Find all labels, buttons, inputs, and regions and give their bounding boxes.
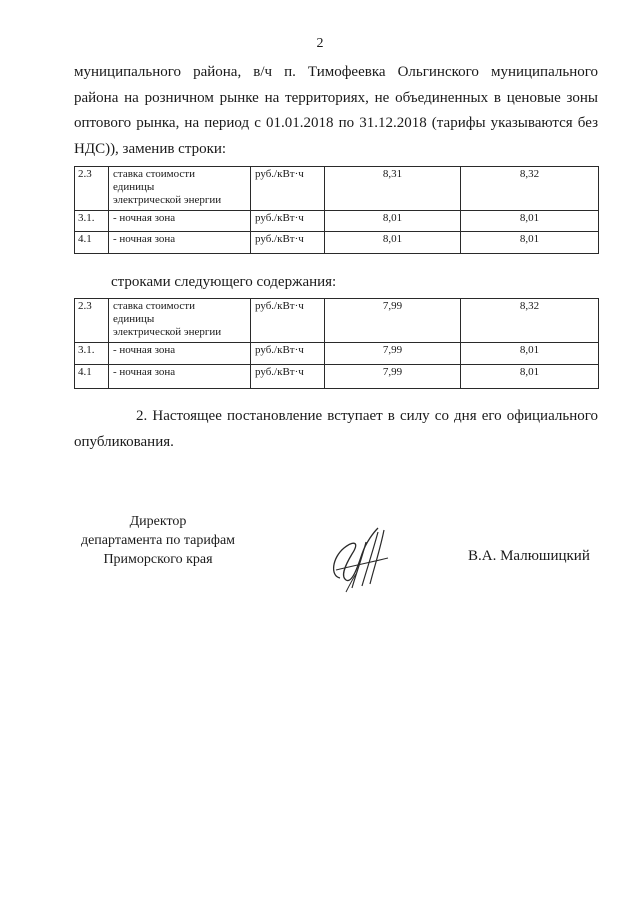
row-name-line: электрической энергии (113, 194, 222, 206)
old-tariff-table (74, 166, 599, 254)
row-value-1: 7,99 (325, 365, 461, 389)
row-unit: руб./кВт·ч (251, 167, 325, 211)
row-value-1: 7,99 (325, 299, 461, 343)
intro-line: муниципального района, в/ч п. Тимофеевка Ольгинского муниципального (74, 64, 598, 80)
row-name (109, 232, 251, 254)
effect-line: опубликования. (74, 434, 174, 450)
table-row (75, 232, 599, 254)
signer-name: В.А. Малюшицкий (468, 548, 590, 564)
signer-title-line: Директор (129, 514, 187, 529)
table-row (75, 343, 599, 365)
row-unit: руб./кВт·ч (251, 232, 325, 254)
row-name-line: - ночная зона (113, 212, 176, 224)
signer-title (58, 512, 258, 569)
intro-line: НДС)), заменив строки: (74, 140, 227, 157)
row-name-line: - ночная зона (113, 233, 176, 245)
row-value-2: 8,01 (461, 211, 599, 232)
row-name (109, 365, 251, 389)
row-name-line: ставка стоимости (113, 168, 195, 180)
row-code: 3.1. (75, 211, 109, 232)
row-name (109, 211, 251, 232)
row-code: 2.3 (75, 299, 109, 343)
row-name-line: единицы (113, 313, 155, 325)
row-name-line: единицы (113, 181, 155, 193)
new-tariff-table (74, 298, 599, 389)
row-name (109, 167, 251, 211)
intro-paragraph (74, 60, 598, 162)
row-value-2: 8,01 (461, 343, 599, 365)
table-row (75, 167, 599, 211)
row-name-line: электрической энергии (113, 326, 222, 338)
effective-date-paragraph (74, 403, 598, 455)
row-value-1: 8,31 (325, 167, 461, 211)
row-code: 3.1. (75, 343, 109, 365)
page-number: 2 (316, 36, 324, 51)
row-value-2: 8,01 (461, 232, 599, 254)
effect-line: 2. Настоящее постановление вступает в силу со дня его официального (136, 408, 598, 424)
replace-text: строками следующего содержания: (111, 274, 337, 290)
row-unit: руб./кВт·ч (251, 211, 325, 232)
row-code: 4.1 (75, 365, 109, 389)
intro-line: района на розничном рынке на территориях, не объединенных в ценовые зоны (74, 89, 598, 106)
row-name (109, 343, 251, 365)
row-name-line: ставка стоимости (113, 300, 195, 312)
row-value-1: 7,99 (325, 343, 461, 365)
row-value-2: 8,01 (461, 365, 599, 389)
row-unit: руб./кВт·ч (251, 365, 325, 389)
row-unit: руб./кВт·ч (251, 299, 325, 343)
signer-title-line: департамента по тарифам (80, 533, 236, 548)
row-code: 2.3 (75, 167, 109, 211)
table-row (75, 365, 599, 389)
table-row (75, 299, 599, 343)
handwritten-signature-icon (322, 518, 392, 598)
row-name-line: - ночная зона (113, 366, 176, 378)
intro-line: оптового рынка, на период с 01.01.2018 по 31.12.2018 (тарифы указываются без (74, 115, 598, 131)
row-value-2: 8,32 (461, 299, 599, 343)
row-value-2: 8,32 (461, 167, 599, 211)
table-row (75, 211, 599, 232)
row-name (109, 299, 251, 343)
row-name-line: - ночная зона (113, 344, 176, 356)
row-unit: руб./кВт·ч (251, 343, 325, 365)
row-value-1: 8,01 (325, 211, 461, 232)
row-code: 4.1 (75, 232, 109, 254)
signer-title-line: Приморского края (103, 552, 213, 567)
row-value-1: 8,01 (325, 232, 461, 254)
